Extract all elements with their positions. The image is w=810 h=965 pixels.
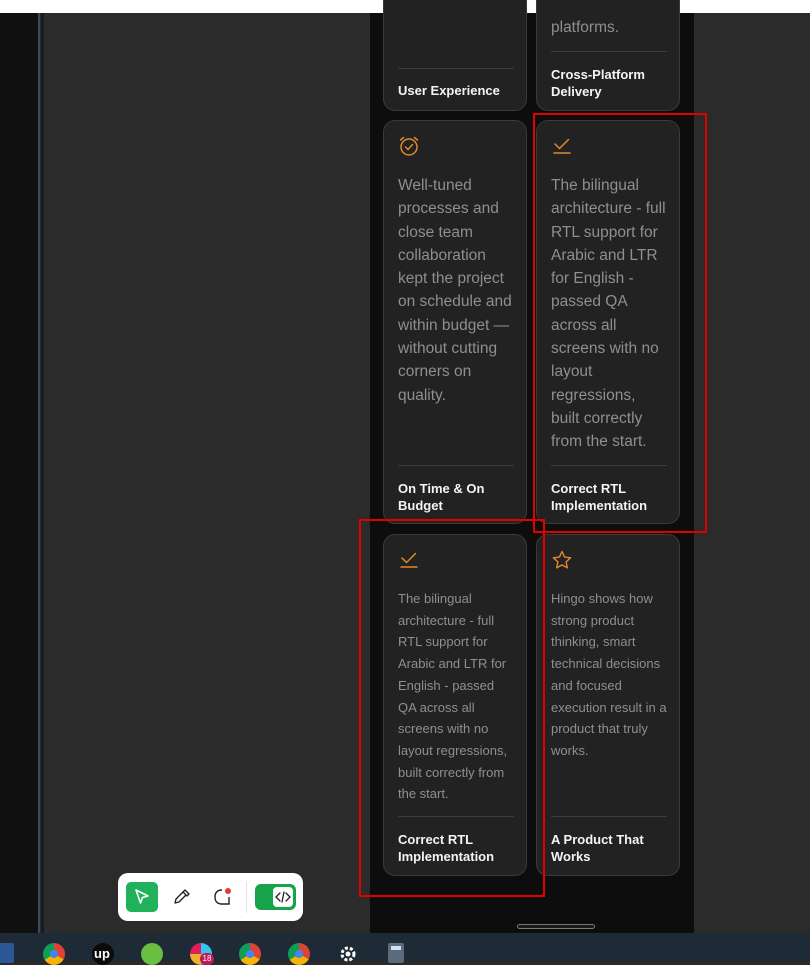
card-rtl-bottom (383, 534, 527, 876)
card-body: Well-tuned processes and close team collaboration kept the project on schedule and within budget — without cutting corners on quality. (398, 177, 512, 404)
card-title: User Experience (398, 83, 500, 98)
chrome-center (50, 950, 58, 958)
toolbar-divider (246, 881, 247, 913)
card-cross-platform (536, 0, 680, 111)
card-rtl-top (536, 120, 680, 524)
slack-badge: 18 (200, 953, 214, 965)
chrome-icon[interactable] (239, 943, 261, 965)
calculator-icon[interactable] (388, 943, 404, 963)
select-tool-button[interactable] (126, 882, 158, 912)
cursor-icon (132, 887, 152, 907)
card-divider (398, 465, 514, 466)
star-icon (551, 549, 573, 571)
calculator-screen (391, 946, 401, 950)
card-on-time (383, 120, 527, 524)
taskbar (0, 933, 810, 961)
card-body: The bilingual architecture - full RTL support for Arabic and LTR for English - passed QA across all screens with no layout regressions, built correctly from the start. (551, 177, 666, 451)
toggle-knob (273, 887, 293, 907)
card-body: The bilingual architecture - full RTL support for Arabic and LTR for English - passed QA across all screens with no layout regressions, built correctly from the start. (398, 591, 508, 802)
card-title: Cross-Platform Delivery (551, 67, 645, 99)
left-panel-strip (0, 13, 38, 933)
card-divider (551, 51, 667, 52)
chrome-icon[interactable] (288, 943, 310, 965)
right-canvas (694, 13, 810, 933)
card-product-works (536, 534, 680, 876)
chrome-center (246, 950, 254, 958)
comment-bubble-icon (212, 887, 232, 907)
utorrent-icon[interactable] (141, 943, 163, 965)
card-title: On Time & On Budget (398, 481, 485, 513)
card-divider (398, 816, 514, 817)
word-icon[interactable] (0, 943, 14, 963)
annotate-tool-button[interactable] (206, 882, 238, 912)
code-view-toggle[interactable] (255, 884, 296, 910)
card-body: Hingo shows how strong product thinking, smart technical decisions and focused execution result in a product that truly works. (551, 591, 667, 758)
editor-canvas (44, 13, 370, 933)
card-user-experience (383, 0, 527, 111)
chrome-icon[interactable] (43, 943, 65, 965)
scroll-indicator[interactable] (517, 924, 595, 929)
floating-toolbar (118, 873, 303, 921)
card-body: platforms. (551, 19, 620, 36)
slack-icon[interactable] (190, 943, 212, 965)
alarm-clock-icon (398, 135, 420, 157)
upwork-label: up (94, 946, 110, 961)
card-divider (551, 816, 667, 817)
eyedropper-icon (172, 887, 192, 907)
card-divider (398, 68, 514, 69)
settings-icon[interactable] (337, 943, 359, 965)
checkmark-icon (551, 135, 573, 157)
checkmark-icon (398, 549, 420, 571)
panel-divider[interactable] (38, 13, 40, 933)
upwork-icon[interactable] (92, 943, 114, 965)
card-title: Correct RTL Implementation (551, 481, 648, 513)
eyedropper-tool-button[interactable] (166, 882, 198, 912)
card-divider (551, 465, 667, 466)
card-title: A Product That Works (551, 832, 644, 864)
code-icon (273, 887, 293, 907)
card-title: Correct RTL Implementation (398, 832, 495, 864)
chrome-center (295, 950, 303, 958)
